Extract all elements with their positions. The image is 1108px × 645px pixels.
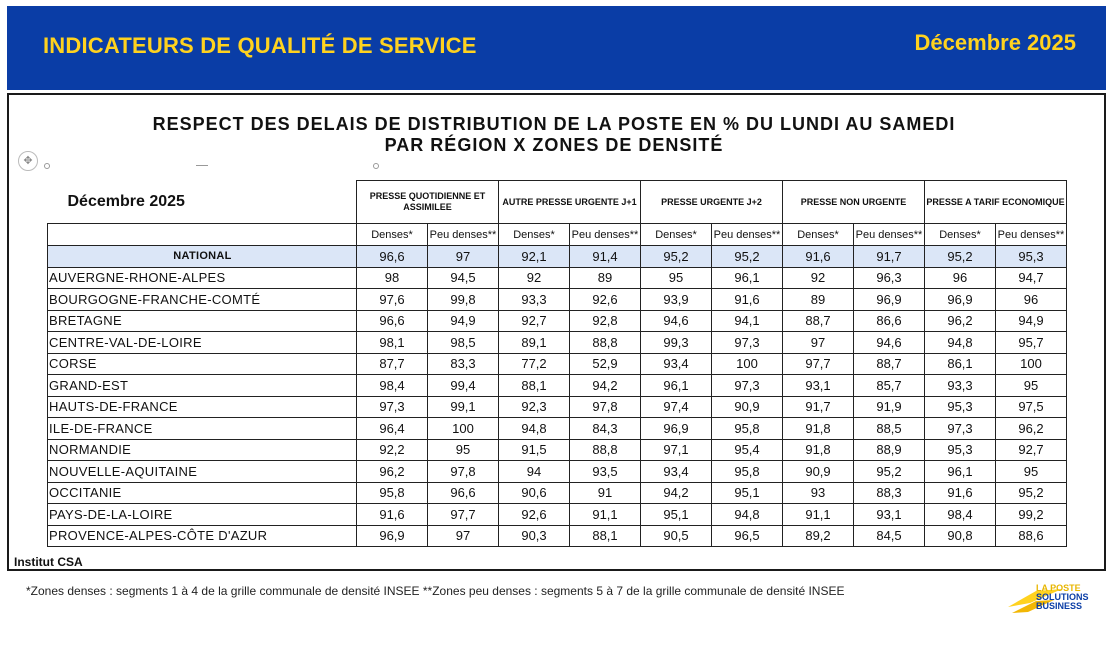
value-cell: 88,9 <box>854 439 925 461</box>
density-header: Peu denses** <box>712 224 783 246</box>
value-cell: 88,6 <box>996 525 1067 547</box>
value-cell: 96,2 <box>357 461 428 483</box>
value-cell: 100 <box>996 353 1067 375</box>
national-row <box>48 246 1067 268</box>
region-name: ILE-DE-FRANCE <box>48 418 357 440</box>
density-header: Peu denses** <box>996 224 1067 246</box>
value-cell: 96,1 <box>641 375 712 397</box>
value-cell: 95 <box>641 267 712 289</box>
value-cell: 89,1 <box>499 332 570 354</box>
value-cell: 97,1 <box>641 439 712 461</box>
density-header: Denses* <box>641 224 712 246</box>
value-cell: 86,6 <box>854 310 925 332</box>
density-header: Peu denses** <box>570 224 641 246</box>
value-cell: 99,8 <box>428 289 499 311</box>
value-cell: 96,9 <box>641 418 712 440</box>
value-cell: 87,7 <box>357 353 428 375</box>
value-cell: 93,4 <box>641 461 712 483</box>
value-cell: 88,1 <box>499 375 570 397</box>
logo-line: LA POSTE <box>1036 583 1081 593</box>
region-name: CENTRE-VAL-DE-LOIRE <box>48 332 357 354</box>
value-cell: 99,3 <box>641 332 712 354</box>
value-cell: 92,8 <box>570 310 641 332</box>
value-cell: 89 <box>570 267 641 289</box>
value-cell: 97,3 <box>712 375 783 397</box>
value-cell: 94,6 <box>854 332 925 354</box>
value-cell: 91,6 <box>357 504 428 526</box>
value-cell: 90,9 <box>712 396 783 418</box>
value-cell: 94,8 <box>499 418 570 440</box>
value-cell: 97,7 <box>783 353 854 375</box>
value-cell: 52,9 <box>570 353 641 375</box>
report-header-period: Décembre 2025 <box>914 30 1076 55</box>
region-name: BOURGOGNE-FRANCHE-COMTÉ <box>48 289 357 311</box>
value-cell: 98,4 <box>357 375 428 397</box>
value-cell: 95 <box>428 439 499 461</box>
region-name: PROVENCE-ALPES-CÔTE D'AZUR <box>48 525 357 547</box>
value-cell: 91,6 <box>925 482 996 504</box>
value-cell: 96,9 <box>925 289 996 311</box>
table-row <box>48 332 1067 354</box>
value-cell: 100 <box>428 418 499 440</box>
value-cell: 97,6 <box>357 289 428 311</box>
density-header: Denses* <box>783 224 854 246</box>
value-cell: 77,2 <box>499 353 570 375</box>
value-cell: 90,5 <box>641 525 712 547</box>
value-cell: 92 <box>783 267 854 289</box>
logo-line: BUSINESS <box>1036 601 1083 611</box>
value-cell: 93,4 <box>641 353 712 375</box>
value-cell: 96,4 <box>357 418 428 440</box>
table-title-line2: PAR RÉGION X ZONES DE DENSITÉ <box>384 135 724 155</box>
value-cell: 92,7 <box>996 439 1067 461</box>
value-cell: 88,8 <box>570 439 641 461</box>
move-handle-icon[interactable]: ✥ <box>18 151 38 171</box>
value-cell: 97 <box>428 246 499 268</box>
region-name: PAYS-DE-LA-LOIRE <box>48 504 357 526</box>
value-cell: 95,7 <box>996 332 1067 354</box>
value-cell: 95,8 <box>712 461 783 483</box>
value-cell: 95,3 <box>925 396 996 418</box>
value-cell: 97,7 <box>428 504 499 526</box>
value-cell: 94 <box>499 461 570 483</box>
table-row <box>48 504 1067 526</box>
value-cell: 91,7 <box>783 396 854 418</box>
value-cell: 95,1 <box>712 482 783 504</box>
value-cell: 95,2 <box>641 246 712 268</box>
table-row <box>48 418 1067 440</box>
value-cell: 96,6 <box>428 482 499 504</box>
value-cell: 98,1 <box>357 332 428 354</box>
value-cell: 91,6 <box>712 289 783 311</box>
value-cell: 99,4 <box>428 375 499 397</box>
value-cell: 95,4 <box>712 439 783 461</box>
value-cell: 84,5 <box>854 525 925 547</box>
value-cell: 93,9 <box>641 289 712 311</box>
brand-logo-text <box>1036 584 1089 611</box>
value-cell: 93 <box>783 482 854 504</box>
value-cell: 97,3 <box>357 396 428 418</box>
table-row <box>48 439 1067 461</box>
value-cell: 88,8 <box>570 332 641 354</box>
value-cell: 96,6 <box>357 310 428 332</box>
value-cell: 94,8 <box>712 504 783 526</box>
region-name: OCCITANIE <box>48 482 357 504</box>
value-cell: 96 <box>925 267 996 289</box>
value-cell: 95,2 <box>854 461 925 483</box>
region-name: BRETAGNE <box>48 310 357 332</box>
table-row <box>48 353 1067 375</box>
value-cell: 98,4 <box>925 504 996 526</box>
value-cell: 88,3 <box>854 482 925 504</box>
value-cell: 94,6 <box>641 310 712 332</box>
table-row <box>48 267 1067 289</box>
value-cell: 95 <box>996 375 1067 397</box>
value-cell: 97,4 <box>641 396 712 418</box>
value-cell: 96,9 <box>854 289 925 311</box>
region-name: NORMANDIE <box>48 439 357 461</box>
value-cell: 96,3 <box>854 267 925 289</box>
report-header-title: INDICATEURS DE QUALITÉ DE SERVICE <box>43 33 477 58</box>
value-cell: 95,2 <box>712 246 783 268</box>
density-header: Peu denses** <box>428 224 499 246</box>
value-cell: 94,8 <box>925 332 996 354</box>
empty-header-cell <box>48 224 357 246</box>
value-cell: 91,7 <box>854 246 925 268</box>
density-header: Denses* <box>357 224 428 246</box>
value-cell: 94,5 <box>428 267 499 289</box>
value-cell: 96,6 <box>357 246 428 268</box>
value-cell: 91,8 <box>783 418 854 440</box>
value-cell: 97 <box>428 525 499 547</box>
value-cell: 95,1 <box>641 504 712 526</box>
value-cell: 91,9 <box>854 396 925 418</box>
value-cell: 94,7 <box>996 267 1067 289</box>
value-cell: 95,3 <box>996 246 1067 268</box>
value-cell: 95,8 <box>712 418 783 440</box>
value-cell: 91 <box>570 482 641 504</box>
table-title <box>0 114 1108 156</box>
density-header-row <box>48 224 1067 246</box>
region-name: HAUTS-DE-FRANCE <box>48 396 357 418</box>
results-table <box>47 180 1067 547</box>
value-cell: 88,1 <box>570 525 641 547</box>
category-header-row <box>48 181 1067 224</box>
density-header: Denses* <box>499 224 570 246</box>
value-cell: 95 <box>996 461 1067 483</box>
density-header: Denses* <box>925 224 996 246</box>
value-cell: 92,3 <box>499 396 570 418</box>
value-cell: 91,4 <box>570 246 641 268</box>
value-cell: 97,5 <box>996 396 1067 418</box>
value-cell: 89,2 <box>783 525 854 547</box>
value-cell: 96,2 <box>996 418 1067 440</box>
value-cell: 93,3 <box>499 289 570 311</box>
value-cell: 95,3 <box>925 439 996 461</box>
value-cell: 95,2 <box>996 482 1067 504</box>
value-cell: 97,3 <box>712 332 783 354</box>
table-row <box>48 461 1067 483</box>
value-cell: 97,8 <box>570 396 641 418</box>
value-cell: 96,9 <box>357 525 428 547</box>
resize-handle-icon[interactable] <box>44 163 50 169</box>
value-cell: 85,7 <box>854 375 925 397</box>
value-cell: 91,6 <box>783 246 854 268</box>
value-cell: 92,6 <box>499 504 570 526</box>
value-cell: 96,2 <box>925 310 996 332</box>
value-cell: 90,8 <box>925 525 996 547</box>
table-row <box>48 482 1067 504</box>
value-cell: 92,2 <box>357 439 428 461</box>
source-label: Institut CSA <box>14 555 83 569</box>
value-cell: 90,9 <box>783 461 854 483</box>
category-header: PRESSE A TARIF ECONOMIQUE <box>925 181 1067 224</box>
value-cell: 88,5 <box>854 418 925 440</box>
footnote: *Zones denses : segments 1 à 4 de la grille communale de densité INSEE **Zones peu denses : segments 5 à 7 de la grille communale de densité INSEE <box>26 584 845 598</box>
value-cell: 93,1 <box>783 375 854 397</box>
value-cell: 100 <box>712 353 783 375</box>
value-cell: 86,1 <box>925 353 996 375</box>
region-name: CORSE <box>48 353 357 375</box>
value-cell: 88,7 <box>783 310 854 332</box>
value-cell: 84,3 <box>570 418 641 440</box>
value-cell: 94,2 <box>570 375 641 397</box>
value-cell: 91,1 <box>783 504 854 526</box>
value-cell: 95,2 <box>925 246 996 268</box>
value-cell: 90,6 <box>499 482 570 504</box>
region-name: GRAND-EST <box>48 375 357 397</box>
value-cell: 89 <box>783 289 854 311</box>
value-cell: 91,1 <box>570 504 641 526</box>
value-cell: 94,9 <box>996 310 1067 332</box>
value-cell: 88,7 <box>854 353 925 375</box>
category-header: AUTRE PRESSE URGENTE J+1 <box>499 181 641 224</box>
region-name: AUVERGNE-RHONE-ALPES <box>48 267 357 289</box>
value-cell: 92,6 <box>570 289 641 311</box>
header-banner <box>7 6 1106 90</box>
value-cell: 92,7 <box>499 310 570 332</box>
table-row <box>48 289 1067 311</box>
value-cell: 91,5 <box>499 439 570 461</box>
value-cell: 96,1 <box>712 267 783 289</box>
value-cell: 97,8 <box>428 461 499 483</box>
value-cell: 98,5 <box>428 332 499 354</box>
value-cell: 93,5 <box>570 461 641 483</box>
value-cell: 99,2 <box>996 504 1067 526</box>
value-cell: 93,3 <box>925 375 996 397</box>
value-cell: 98 <box>357 267 428 289</box>
category-header: PRESSE NON URGENTE <box>783 181 925 224</box>
value-cell: 96,5 <box>712 525 783 547</box>
value-cell: 97,3 <box>925 418 996 440</box>
table-row <box>48 525 1067 547</box>
value-cell: 94,9 <box>428 310 499 332</box>
value-cell: 92 <box>499 267 570 289</box>
value-cell: 94,1 <box>712 310 783 332</box>
table-period: Décembre 2025 <box>67 192 185 210</box>
table-row <box>48 396 1067 418</box>
value-cell: 99,1 <box>428 396 499 418</box>
value-cell: 97 <box>783 332 854 354</box>
value-cell: 92,1 <box>499 246 570 268</box>
table-row <box>48 375 1067 397</box>
divider <box>196 165 208 166</box>
value-cell: 91,8 <box>783 439 854 461</box>
region-name: NATIONAL <box>48 246 357 268</box>
value-cell: 96 <box>996 289 1067 311</box>
value-cell: 94,2 <box>641 482 712 504</box>
value-cell: 83,3 <box>428 353 499 375</box>
logo-line: SOLUTIONS <box>1036 592 1089 602</box>
category-header: PRESSE URGENTE J+2 <box>641 181 783 224</box>
table-row <box>48 310 1067 332</box>
category-header: PRESSE QUOTIDIENNE ET ASSIMILEE <box>357 181 499 224</box>
value-cell: 93,1 <box>854 504 925 526</box>
value-cell: 90,3 <box>499 525 570 547</box>
resize-handle-icon[interactable] <box>373 163 379 169</box>
density-header: Peu denses** <box>854 224 925 246</box>
value-cell: 96,1 <box>925 461 996 483</box>
region-name: NOUVELLE-AQUITAINE <box>48 461 357 483</box>
table-title-line1: RESPECT DES DELAIS DE DISTRIBUTION DE LA POSTE EN % DU LUNDI AU SAMEDI <box>152 114 956 134</box>
value-cell: 95,8 <box>357 482 428 504</box>
